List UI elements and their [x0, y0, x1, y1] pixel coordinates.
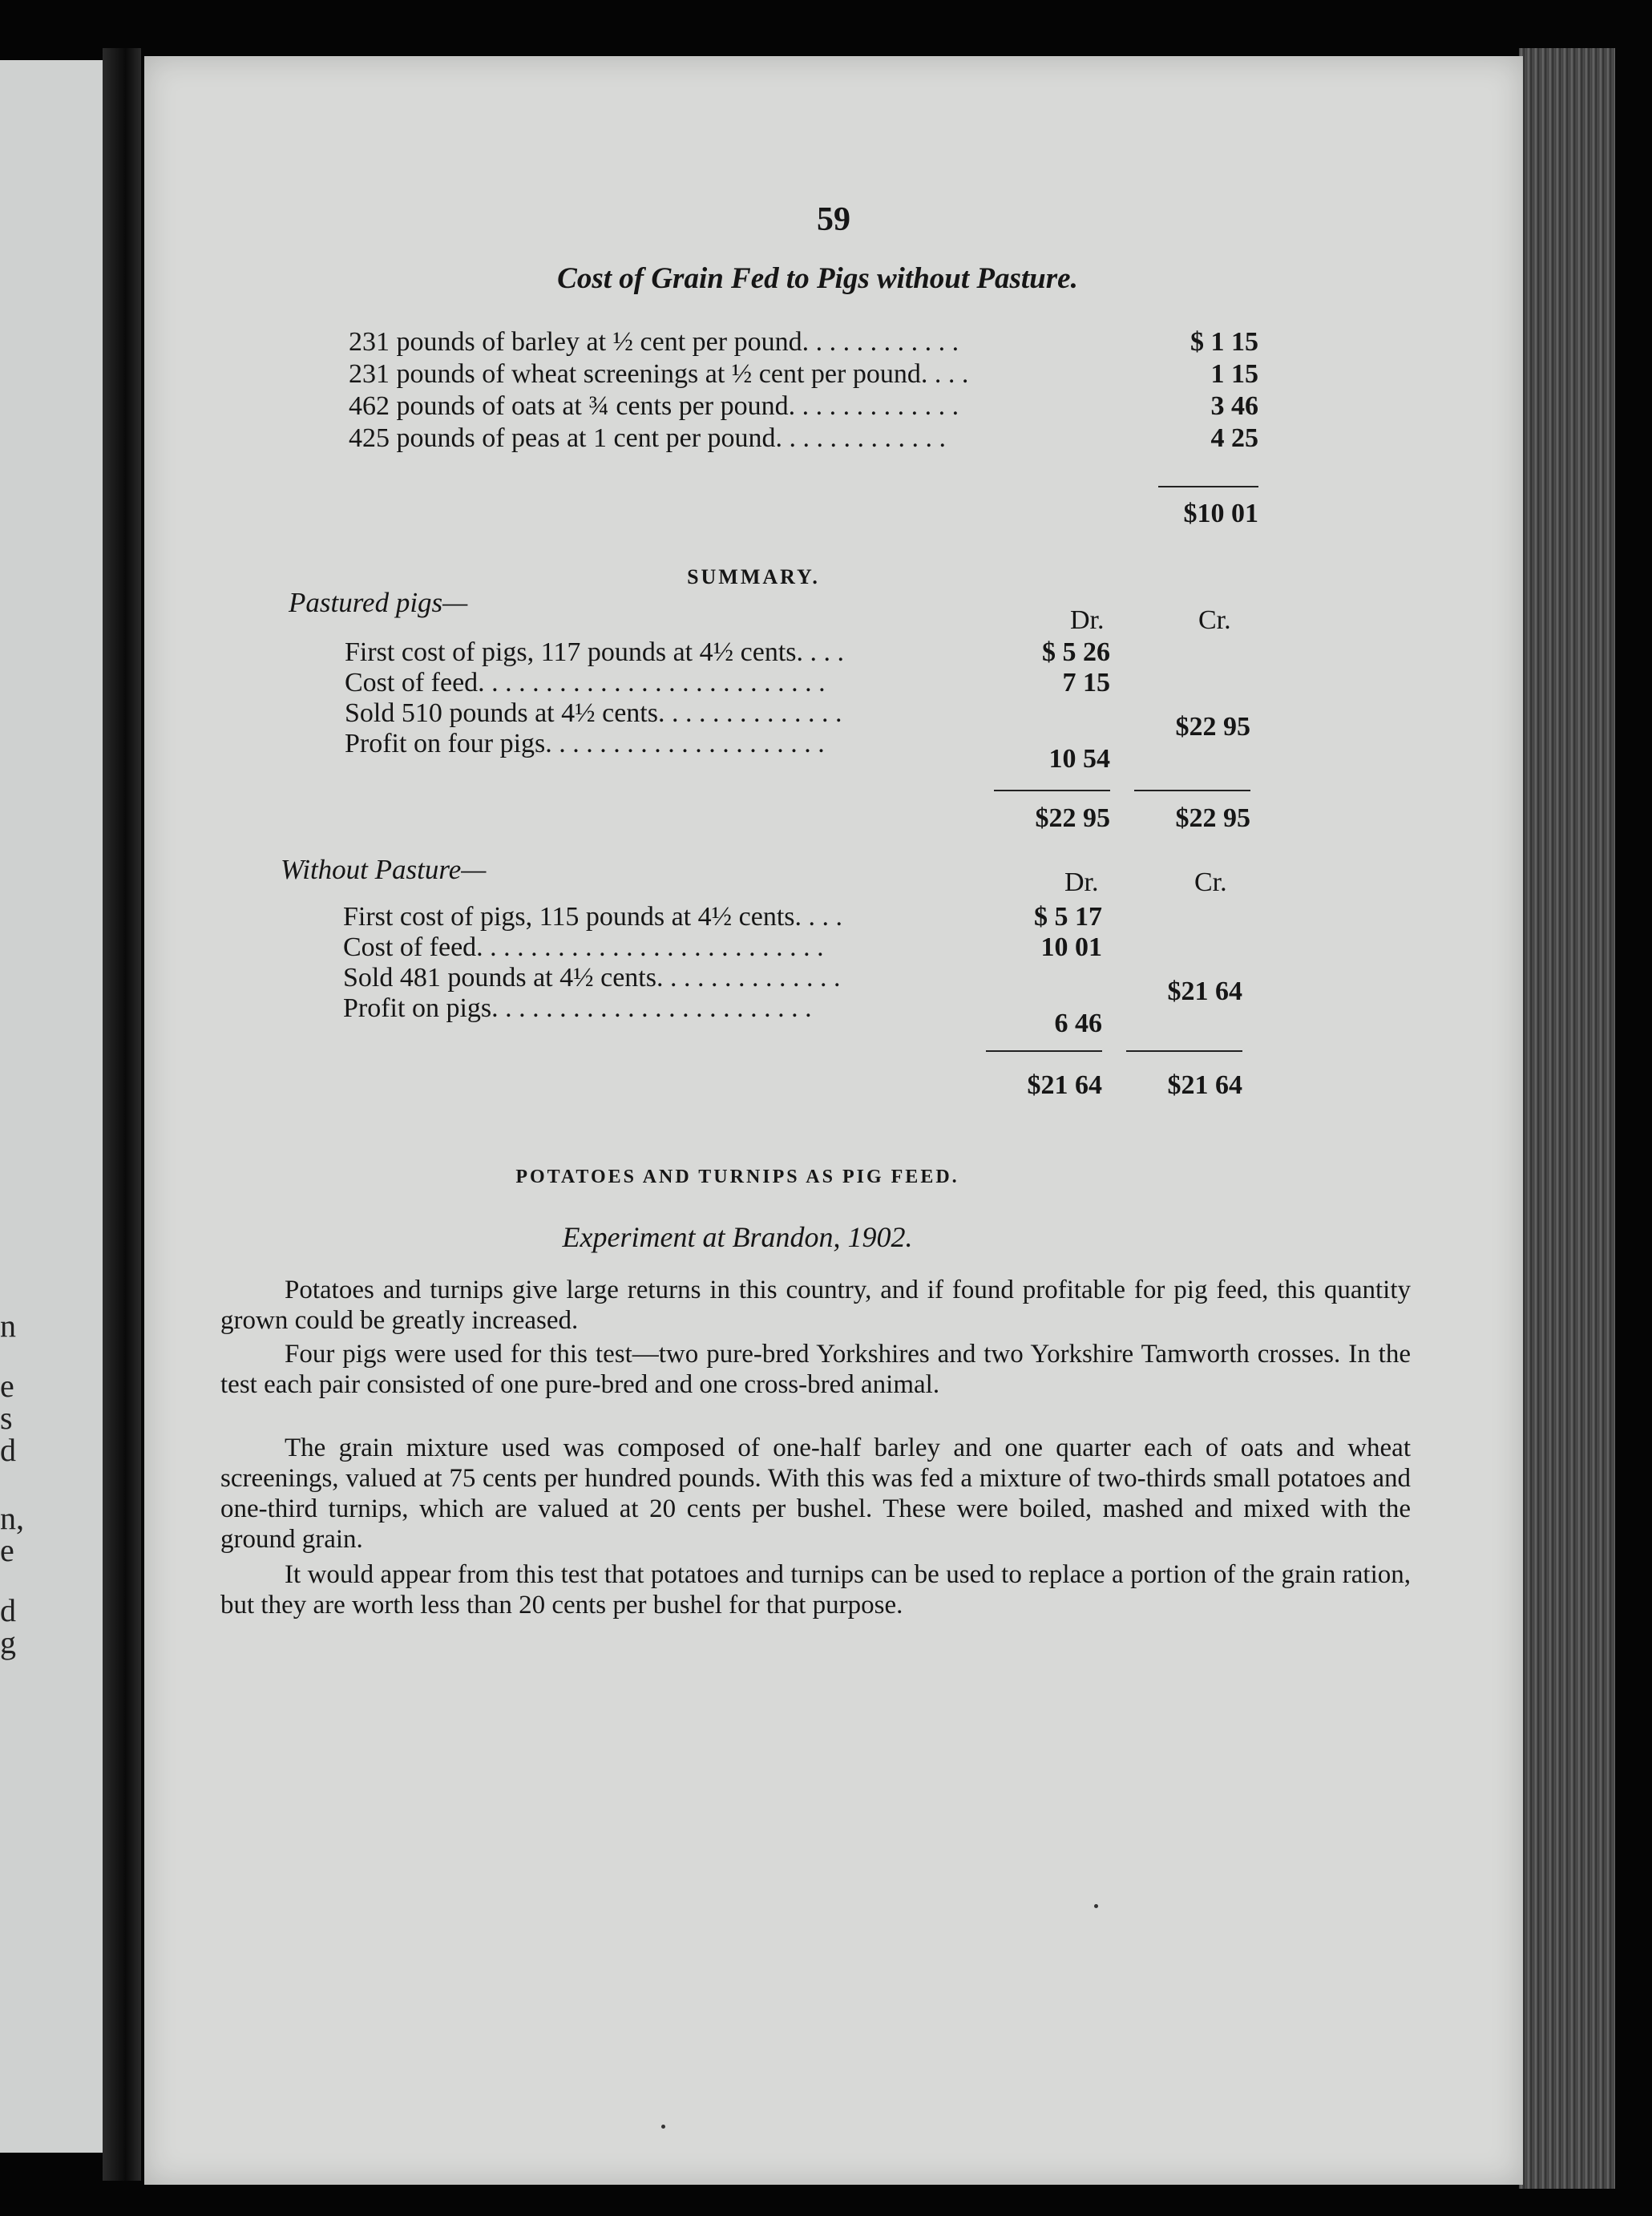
summary-row: Profit on pigs. . . . . . . . . . . . . . . . . . . . . . . .	[343, 993, 812, 1023]
grain-row: 231 pounds of wheat screenings at ½ cent per pound. . . .	[349, 359, 969, 389]
pastured-label: Pastured pigs—	[289, 587, 468, 618]
dr-amount: 10 01	[1040, 932, 1102, 962]
summary-row: Sold 510 pounds at 4½ cents. . . . . . . . . . . . . .	[345, 698, 842, 728]
dr-amount: 7 15	[1062, 668, 1110, 698]
dr-column-head: Dr.	[1070, 605, 1105, 635]
dr-amount: $ 5 17	[1034, 902, 1102, 932]
cr-column-head: Cr.	[1194, 867, 1227, 897]
cr-amount: $22 95	[1175, 712, 1250, 742]
paragraph: Potatoes and turnips give large returns in this country, and if found profitable for pig feed, this quantity grown could be greatly increased.	[220, 1276, 1411, 1335]
summary-row: First cost of pigs, 115 pounds at 4½ cents. . . .	[343, 902, 842, 932]
dr-total-rule	[994, 790, 1110, 791]
total-rule	[1158, 486, 1258, 487]
experiment-subheading: Experiment at Brandon, 1902.	[562, 1221, 913, 1253]
summary-heading: SUMMARY.	[687, 565, 820, 588]
book-gutter	[103, 48, 141, 2181]
margin-fragment: d	[0, 1592, 16, 1628]
dr-column-head: Dr.	[1064, 867, 1099, 897]
summary-row: First cost of pigs, 117 pounds at 4½ cents. . . .	[345, 637, 844, 667]
cr-column-head: Cr.	[1198, 605, 1231, 635]
dr-amount: 10 54	[1048, 744, 1110, 774]
paragraph: Four pigs were used for this test—two pure-bred Yorkshires and two Yorkshire Tamworth crosses. In the test each pair consisted of one pure-bred and one cross-bred animal.	[220, 1340, 1411, 1399]
margin-fragment: g	[0, 1624, 16, 1660]
margin-fragment: e	[0, 1368, 14, 1404]
dr-amount: 6 46	[1054, 1009, 1102, 1038]
dr-total-rule	[986, 1050, 1102, 1052]
cr-total: $21 64	[1167, 1070, 1242, 1100]
book-page	[144, 56, 1523, 2185]
grain-amount: 1 15	[1210, 359, 1258, 389]
grain-amount: 4 25	[1210, 423, 1258, 453]
summary-row: Cost of feed. . . . . . . . . . . . . . . . . . . . . . . . . .	[345, 668, 826, 698]
summary-row: Cost of feed. . . . . . . . . . . . . . . . . . . . . . . . . .	[343, 932, 824, 962]
potatoes-heading: POTATOES AND TURNIPS AS PIG FEED.	[515, 1167, 959, 1187]
margin-fragment: n	[0, 1308, 16, 1344]
grain-table-title: Cost of Grain Fed to Pigs without Pasture.	[557, 262, 1078, 295]
summary-row: Profit on four pigs. . . . . . . . . . . . . . . . . . . . .	[345, 729, 825, 758]
page-number: 59	[817, 201, 850, 238]
ink-speck	[1094, 1904, 1098, 1908]
paragraph: The grain mixture used was composed of one-half barley and one quarter each of oats and wheat screenings, valued at 75 cents per hundred pounds. With this was fed a mixture of two-thirds small potatoes and one-third turnips, which are valued at 20 cents per bushel. These were boiled, mashed and mixed with the ground grain.	[220, 1434, 1411, 1554]
grain-total: $10 01	[1183, 499, 1258, 528]
cr-total: $22 95	[1175, 803, 1250, 833]
grain-row: 462 pounds of oats at ¾ cents per pound. . . . . . . . . . . . .	[349, 391, 959, 421]
cr-amount: $21 64	[1167, 977, 1242, 1006]
dr-total: $21 64	[1027, 1070, 1102, 1100]
without-pasture-label: Without Pasture—	[281, 854, 487, 885]
summary-row: Sold 481 pounds at 4½ cents. . . . . . . . . . . . . .	[343, 963, 841, 993]
grain-amount: 3 46	[1210, 391, 1258, 421]
paragraph: It would appear from this test that potatoes and turnips can be used to replace a portion of the grain ration, but they are worth less than 20 cents per bushel for that purpose.	[220, 1560, 1411, 1620]
margin-fragment: d	[0, 1432, 16, 1468]
cr-total-rule	[1126, 1050, 1242, 1052]
margin-fragment: e	[0, 1532, 14, 1568]
ink-speck	[661, 2125, 665, 2129]
dr-amount: $ 5 26	[1042, 637, 1110, 667]
page-stack-edge	[1519, 48, 1615, 2189]
grain-row: 231 pounds of barley at ½ cent per pound. . . . . . . . . . . .	[349, 327, 959, 357]
cr-total-rule	[1134, 790, 1250, 791]
margin-fragment: s	[0, 1400, 13, 1436]
margin-fragment: n,	[0, 1500, 24, 1536]
dr-total: $22 95	[1035, 803, 1110, 833]
grain-row: 425 pounds of peas at 1 cent per pound. . . . . . . . . . . . .	[349, 423, 947, 453]
grain-amount: $ 1 15	[1190, 327, 1258, 357]
